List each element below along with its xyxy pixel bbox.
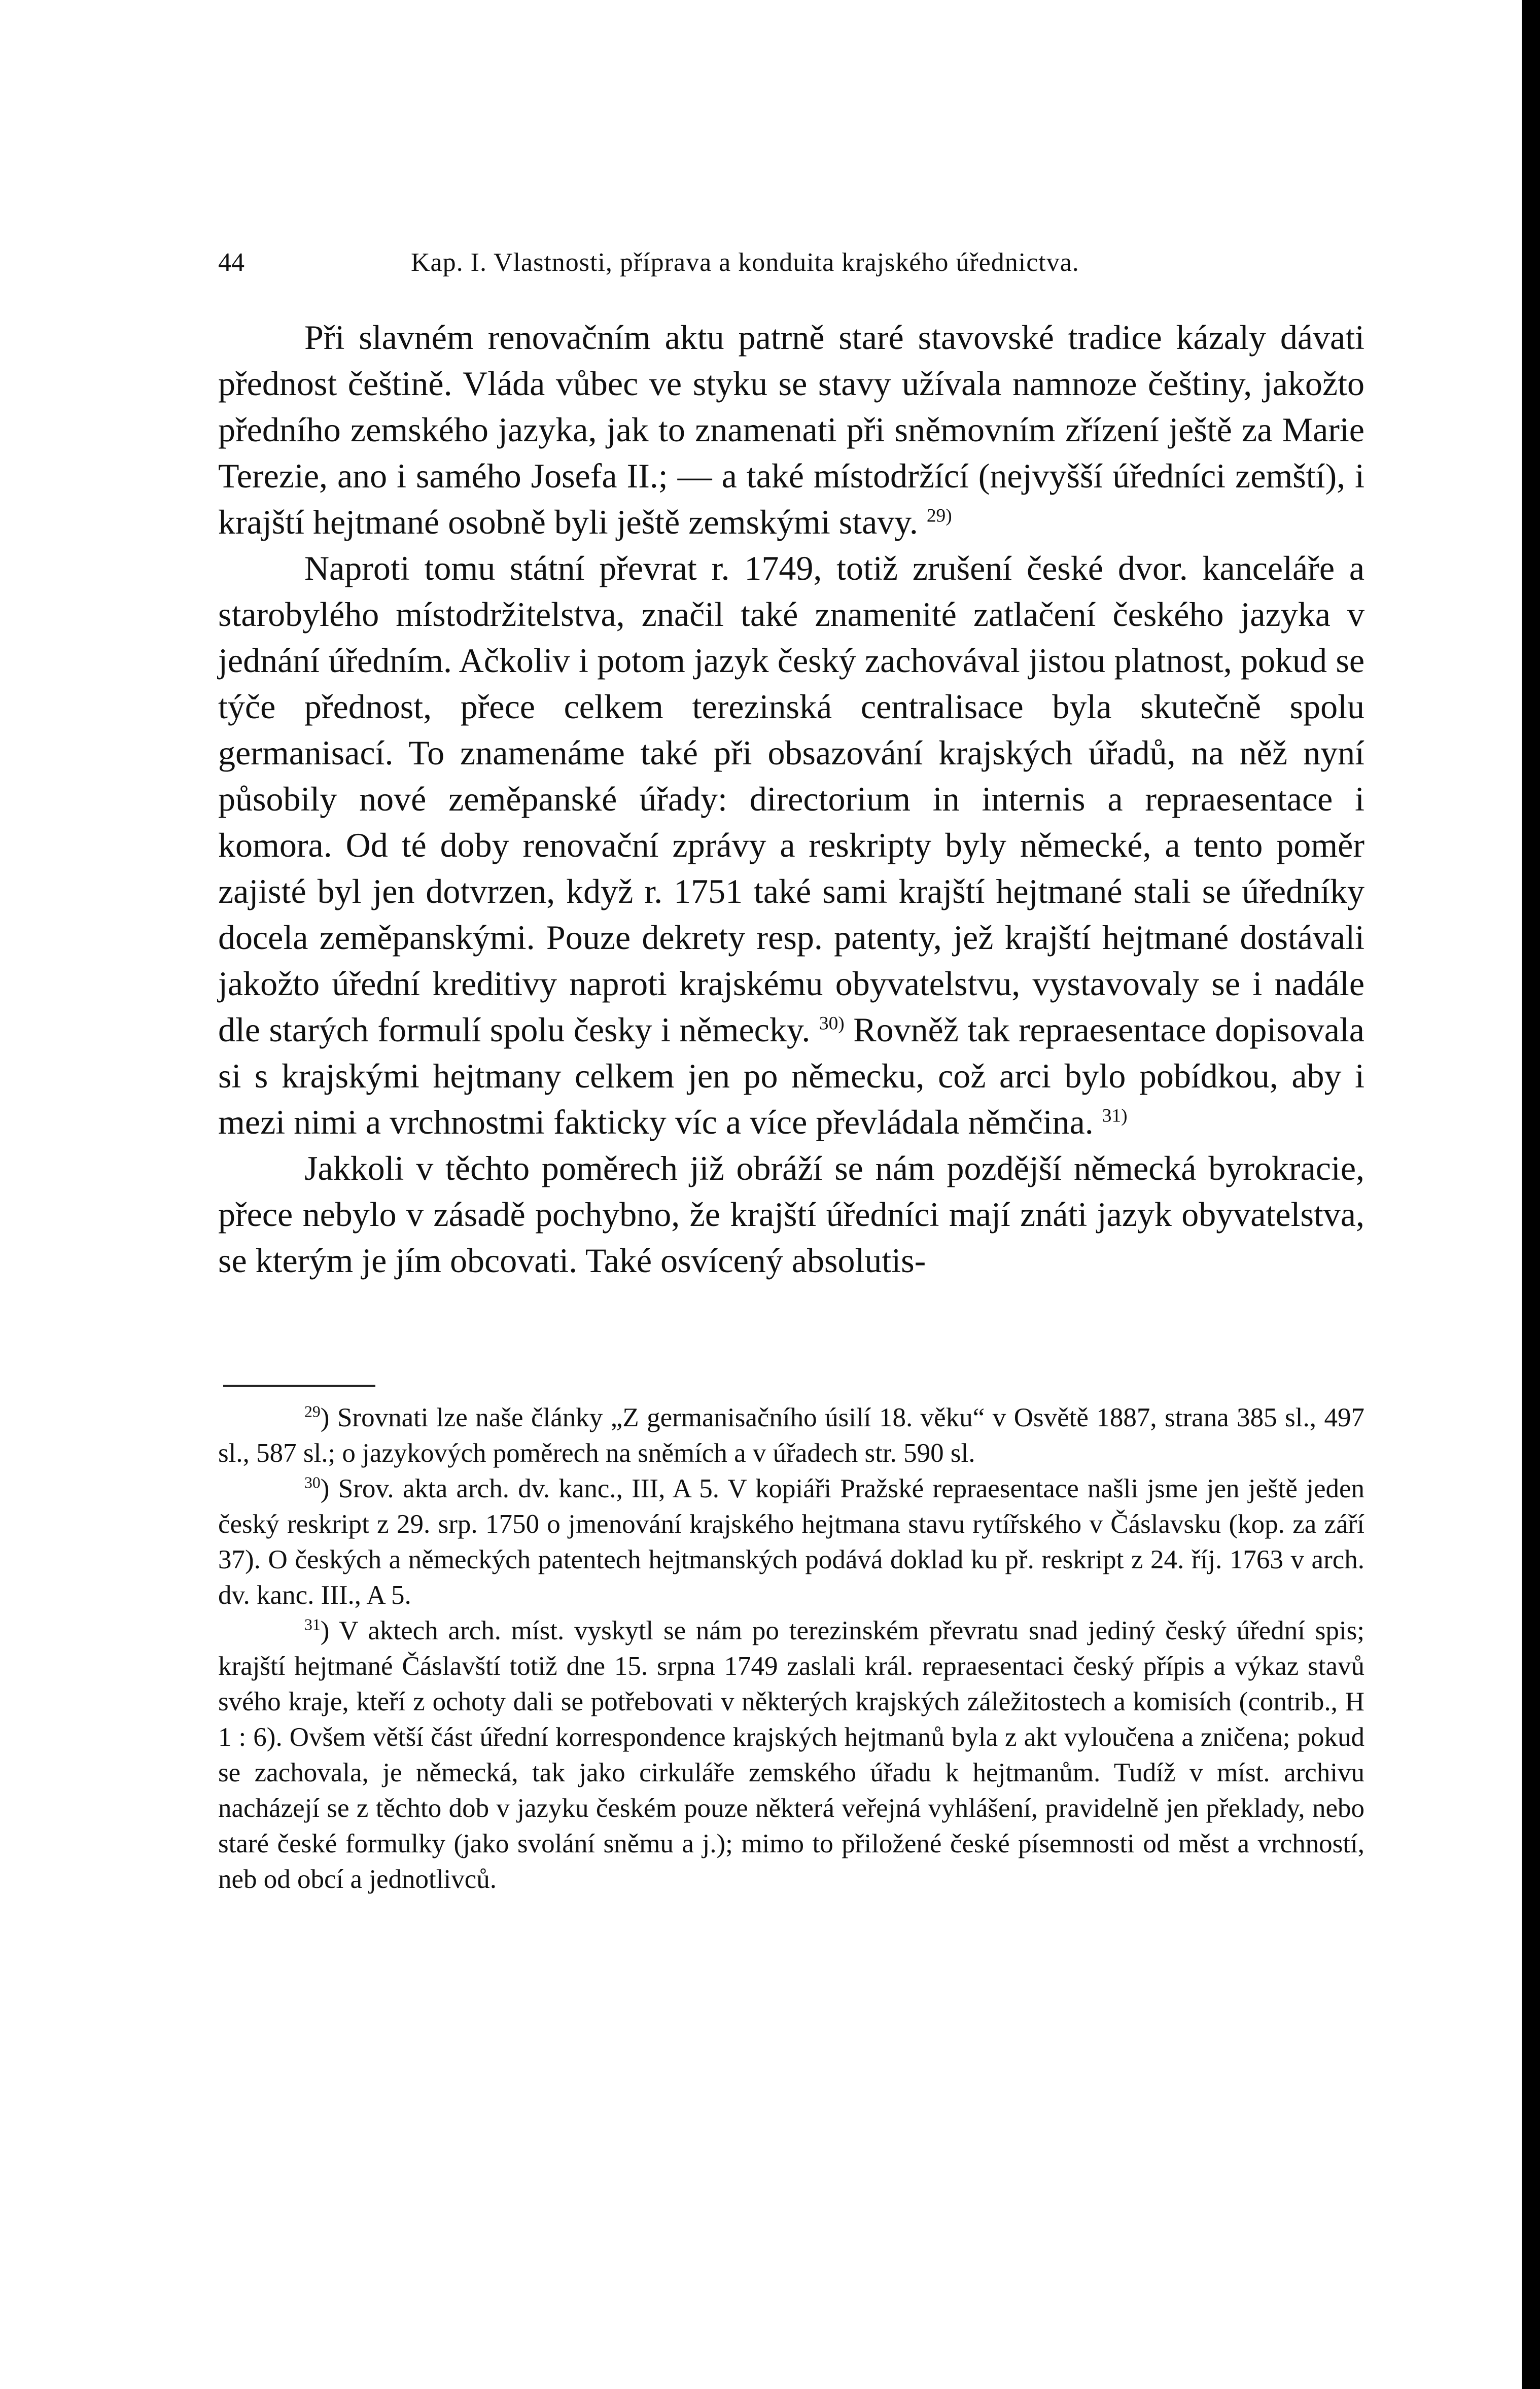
footnote-30: $^{30}$) Srov. akta arch. dv. kanc., III, A 5. V kopiáři Pražské repraesentace našli jsme jen ještě jeden český reskript z 29. srp. 1750 o jmenování krajského hejtmana stavu rytířského v Čáslavsku (kop. za září 37). O českých a německých patentech hejtmanských podává doklad ku př. reskript z 24. říj. 1763 v arch. dv. kanc. III., A 5. — [218, 1473, 1364, 1610]
footnotes — [218, 1400, 1364, 1897]
footnote-ref-29: 29) — [926, 505, 952, 526]
paragraph-2 — [218, 545, 1364, 1145]
footnote-text: Srovnati lze naše články „Z germanisačního úsilí 18. věku“ v Osvětě 1887, strana 385 sl., 497 sl., 587 sl.; o jazykových poměrech na sněmích a v úřadech str. 590 sl. — [218, 1403, 1364, 1468]
main-text — [218, 314, 1364, 1284]
page-header — [218, 242, 1364, 283]
paragraph-2-text-a: Naproti tomu státní převrat r. 1749, totiž zrušení české dvor. kanceláře a starobylého místodržitelstva, značil také znamenité zatlačení českého jazyka v jednání úředním. Ačkoliv i potom jazyk český zachovával jistou platnost, pokud se týče přednost, přece celkem terezinská centralisace byla skutečně spolu germanisací. To znamenáme také při obsazování krajských úřadů, na něž nyní působily nové zeměpanské úřady: directorium in internis a repraesentace i komora. Od té doby renovační zprávy a reskripty byly německé, a tento poměr zajisté byl jen dotvrzen, když r. 1751 také sami krajští hejtmané stali se úředníky docela zeměpanskými. Pouze dekrety resp. patenty, jež krajští hejtmané dostávali jakožto úřední kreditivy naproti krajskému obyvatelstvu, vystavovaly se i nadále dle starých formulí spolu česky i německy. — [218, 549, 1364, 1049]
footnote-text: V aktech arch. míst. vyskytl se nám po terezinském převratu snad jediný český úřední spis; krajští hejtmané Čáslavští totiž dne 15. srpna 1749 zaslali král. repraesentaci český přípis a výkaz stavů svého kraje, kteří z ochoty dali se potřebovati v některých krajských záležitostech a komisích (contrib., H 1 : 6). Ovšem větší část úřední korrespondence krajských hejtmanů byla z akt vyloučena a zničena; pokud se zachovala, je německá, tak jako cirkuláře zemského úřadu k hejtmanům. Tudíž v míst. archivu nacházejí se z těchto dob v jazyku českém pouze některá veřejná vyhlášení, pravidelně jen překlady, nebo staré české formulky (jako svolání sněmu a j.); mimo to přiložené české písemnosti od měst a vrchností, neb od obcí a jednotlivců. — [218, 1616, 1364, 1894]
footnote-mark: 29 — [304, 1402, 321, 1421]
footnote-29: $^{29}$) Srovnati lze naše články „Z germanisačního úsilí 18. věku“ v Osvětě 1887, strana 385 sl., 497 sl., 587 sl.; o jazykových poměrech na sněmích a v úřadech str. 590 sl. — [218, 1402, 1364, 1468]
footnote-31: $^{31}$) V aktech arch. míst. vyskytl se nám po terezinském převratu snad jediný český úřední spis; krajští hejtmané Čáslavští totiž dne 15. srpna 1749 zaslali král. repraesentaci český přípis a výkaz stavů svého kraje, kteří z ochoty dali se potřebovati v některých krajských záležitostech a komisích (contrib., H 1 : 6). Ovšem větší část úřední korrespondence krajských hejtmanů byla z akt vyloučena a zničena; pokud se zachovala, je německá, tak jako cirkuláře zemského úřadu k hejtmanům. Tudíž v míst. archivu nacházejí se z těchto dob v jazyku českém pouze některá veřejná vyhlášení, pravidelně jen překlady, nebo staré české formulky (jako svolání sněmu a j.); mimo to přiložené české písemnosti od měst a vrchností, neb od obcí a jednotlivců. — [218, 1615, 1364, 1894]
footnote-divider — [223, 1385, 375, 1387]
scan-edge — [1522, 0, 1540, 2389]
paragraph-3-text: Jakkoli v těchto poměrech již obráží se nám pozdější německá byrokracie, přece nebylo v zásadě pochybno, že krajští úředníci mají znáti jazyk obyvatelstva, se kterým je jím obcovati. Také osvícený absolutis- — [218, 1149, 1364, 1280]
paragraph-3 — [218, 1145, 1364, 1284]
page-number: 44 — [218, 248, 244, 277]
paragraph-1 — [218, 314, 1364, 545]
paragraph-2-text-b: Rovněž tak repraesentace dopisovala si s krajskými hejtmany celkem jen po německu, což arci bylo pobídkou, aby i mezi nimi a vrchnostmi fakticky víc a více převládala němčina. — [218, 1010, 1364, 1141]
footnote-ref-31: 31) — [1102, 1105, 1128, 1127]
footnote-mark: 30 — [304, 1473, 321, 1492]
footnote-text: Srov. akta arch. dv. kanc., III, A 5. V kopiáři Pražské repraesentace našli jsme jen ještě jeden český reskript z 29. srp. 1750 o jmenování krajského hejtmana stavu rytířského v Čáslavsku (kop. za září 37). O českých a německých patentech hejtmanských podává doklad ku př. reskript z 24. říj. 1763 v arch. dv. kanc. III., A 5. — [218, 1474, 1364, 1610]
paragraph-1-text: Při slavném renovačním aktu patrně staré stavovské tradice kázaly dávati přednost češtině. Vláda vůbec ve styku se stavy užívala namnoze češtiny, jakožto předního zemského jazyka, jak to znamenati při sněmovním zřízení ještě za Marie Terezie, ano i samého Josefa II.; — a také místodržící (nejvyšší úředníci zemští), i krajští hejtmané osobně byli ještě zemskými stavy. — [218, 318, 1364, 541]
running-title: Kap. I. Vlastnosti, příprava a konduita krajského úřednictva. — [411, 248, 1079, 277]
footnote-ref-30: 30) — [819, 1013, 845, 1034]
footnote-mark: 31 — [304, 1615, 321, 1634]
